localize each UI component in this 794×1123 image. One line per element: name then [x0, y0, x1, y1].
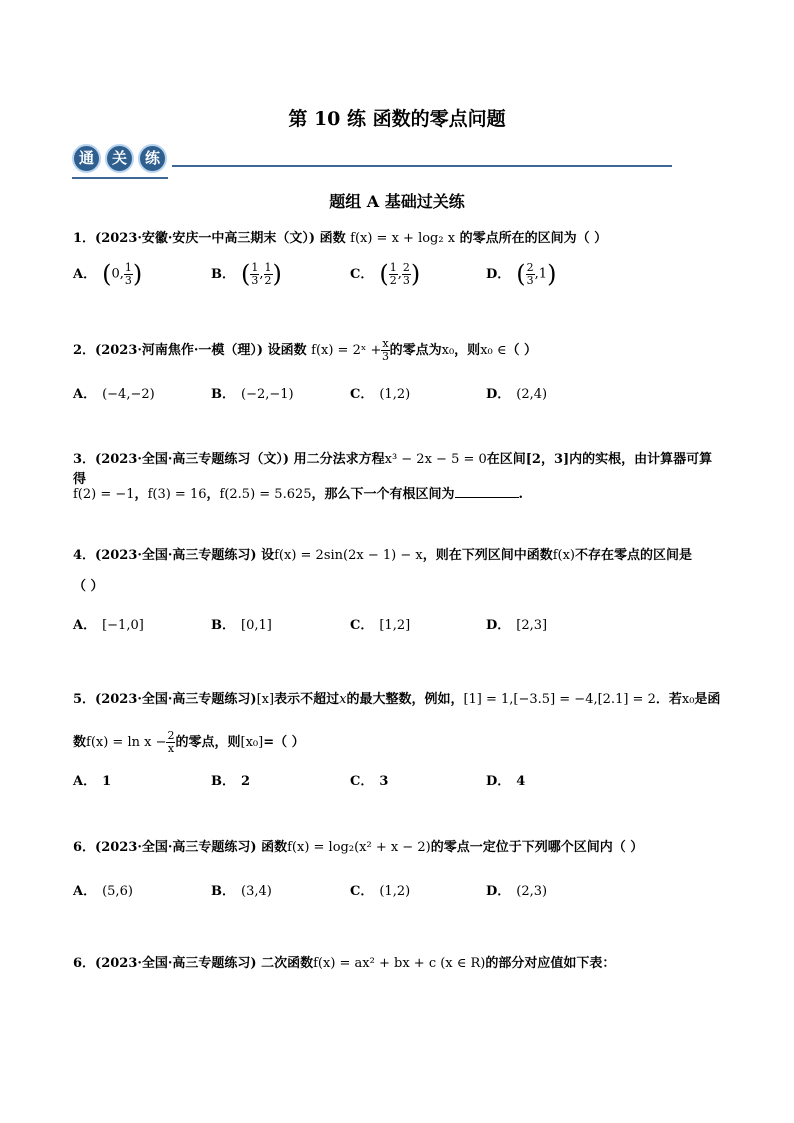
- formula: x: [339, 692, 347, 707]
- question-1-options: [73, 260, 723, 290]
- formula: f(3) = 16: [147, 487, 207, 502]
- option-b[interactable]: B． (3,4): [211, 884, 272, 899]
- option-d[interactable]: D． ( $\frac{2}{3}$ ,1): [486, 260, 557, 288]
- question-text: 数: [73, 735, 87, 750]
- question-text: 在区间[2，3]内的实根，由计算器可算得: [73, 452, 713, 487]
- question-text: =（ ）: [263, 735, 305, 750]
- question-text: ，那么下一个有根区间为: [311, 487, 455, 502]
- question-text: 1．(2023·安徽·安庆一中高三期末（文）) 函数: [73, 231, 346, 246]
- option-c[interactable]: C． [1,2]: [350, 618, 411, 633]
- option-b[interactable]: B． ( $\frac{1}{3}$ , $\frac{1}{2}$ ): [211, 260, 282, 288]
- question-text: ．若: [655, 692, 682, 707]
- divider: [72, 177, 168, 179]
- question-text: （ ）: [73, 579, 104, 594]
- question-4-options: [73, 614, 723, 644]
- section-badge: [72, 144, 672, 180]
- formula: x₀: [681, 692, 695, 707]
- page-title: 第 10 练 函数的零点问题: [288, 108, 506, 130]
- formula: [x₀]: [240, 735, 264, 750]
- formula: x₀ ∈: [480, 343, 507, 358]
- formula: f(2.5) = 5.625: [219, 487, 312, 502]
- question-3-line-2: f(2) = −1，f(3) = 16，f(2.5) = 5.625，那么下一个有根区间为 .: [73, 483, 723, 505]
- question-text: 表示不超过: [274, 692, 340, 707]
- question-text: 的最大整数，例如，: [346, 692, 464, 707]
- question-text: 的部分对应值如下表：: [485, 956, 616, 971]
- formula: [x]: [256, 692, 275, 707]
- question-5-line-2: 数f(x) = ln x − $\frac{2}{x}$ 的零点，则[x₀]=（ ）: [73, 729, 305, 755]
- question-text: 是函: [694, 692, 721, 707]
- option-c[interactable]: C． (1,2): [350, 387, 411, 402]
- badge-char: 练: [138, 144, 167, 173]
- formula: f(x) = 2ˣ +: [311, 343, 382, 358]
- question-2-options: [73, 383, 723, 413]
- question-text: 6．(2023·全国·高三专题练习) 函数: [73, 840, 288, 855]
- question-6: [73, 838, 723, 858]
- question-text: 4．(2023·全国·高三专题练习) 设: [73, 548, 275, 563]
- badge-char: 通: [72, 144, 101, 173]
- question-7: [73, 954, 723, 974]
- question-4-line-2: [73, 577, 723, 597]
- question-text: 6．(2023·全国·高三专题练习) 二次函数: [73, 956, 314, 971]
- question-text: ，则在下列区间中函数: [422, 548, 553, 563]
- formula: [1] = 1,[−3.5] = −4,[2.1] = 2: [463, 692, 656, 707]
- formula: x₀: [441, 343, 455, 358]
- question-text: 的零点所在的区间为（ ）: [459, 231, 608, 246]
- option-c[interactable]: C． 3: [350, 774, 389, 789]
- question-text: 的零点，则: [175, 735, 241, 750]
- answer-blank[interactable]: [455, 483, 519, 498]
- divider: [172, 165, 672, 167]
- formula: f(x) = x + log₂ x: [350, 231, 456, 246]
- formula: f(x) = 2sin(2x − 1) − x: [274, 548, 423, 563]
- formula: f(x) = log₂(x² + x − 2): [287, 840, 431, 855]
- question-text: 3．(2023·全国·高三专题练习（文）) 用二分法求方程: [73, 452, 385, 467]
- option-a[interactable]: A． (−4,−2): [73, 387, 155, 402]
- option-b[interactable]: B． [0,1]: [211, 618, 272, 633]
- question-5: [73, 690, 723, 710]
- question-5-options: [73, 770, 723, 800]
- formula: f(x) = ln x −: [86, 735, 167, 750]
- option-b[interactable]: B． (−2,−1): [211, 387, 294, 402]
- question-text: 的零点为: [389, 343, 442, 358]
- option-a[interactable]: A． (5,6): [73, 884, 133, 899]
- option-d[interactable]: D． [2,3]: [486, 618, 548, 633]
- formula: x³ − 2x − 5 = 0: [384, 452, 487, 467]
- option-c[interactable]: C． (1,2): [350, 884, 411, 899]
- formula: f(2) = −1: [73, 487, 135, 502]
- question-text: 不存在零点的区间是: [575, 548, 693, 563]
- badge-char: 关: [105, 144, 134, 173]
- formula: f(x): [552, 548, 576, 563]
- option-d[interactable]: D． 4: [486, 774, 526, 789]
- question-text: （ ）: [506, 343, 538, 358]
- question-1: [73, 229, 723, 249]
- question-text: 5．(2023·全国·高三专题练习): [73, 692, 257, 707]
- option-a[interactable]: A． [−1,0]: [73, 618, 144, 633]
- question-4: [73, 546, 723, 566]
- formula: f(x) = ax² + bx + c (x ∈ R): [313, 956, 486, 971]
- option-a[interactable]: A． (0, $\frac{1}{3}$ ): [73, 260, 143, 288]
- question-text: ，则: [454, 343, 481, 358]
- option-c[interactable]: C． ( $\frac{1}{2}$ , $\frac{2}{3}$ ): [350, 260, 421, 288]
- question-text: 2．(2023·河南焦作·一模（理）) 设函数: [73, 343, 307, 358]
- option-b[interactable]: B． 2: [211, 774, 251, 789]
- option-a[interactable]: A． 1: [73, 774, 112, 789]
- question-text: 的零点一定位于下列哪个区间内（ ）: [430, 840, 644, 855]
- section-title: 题组 A 基础过关练: [329, 192, 465, 211]
- option-d[interactable]: D． (2,4): [486, 387, 548, 402]
- question-2: 2．(2023·河南焦作·一模（理）) 设函数 f(x) = 2ˣ + $\frac{x}{3}$ 的零点为x₀，则x₀ ∈（ ）: [73, 337, 538, 363]
- option-d[interactable]: D． (2,3): [486, 884, 548, 899]
- question-6-options: [73, 880, 723, 910]
